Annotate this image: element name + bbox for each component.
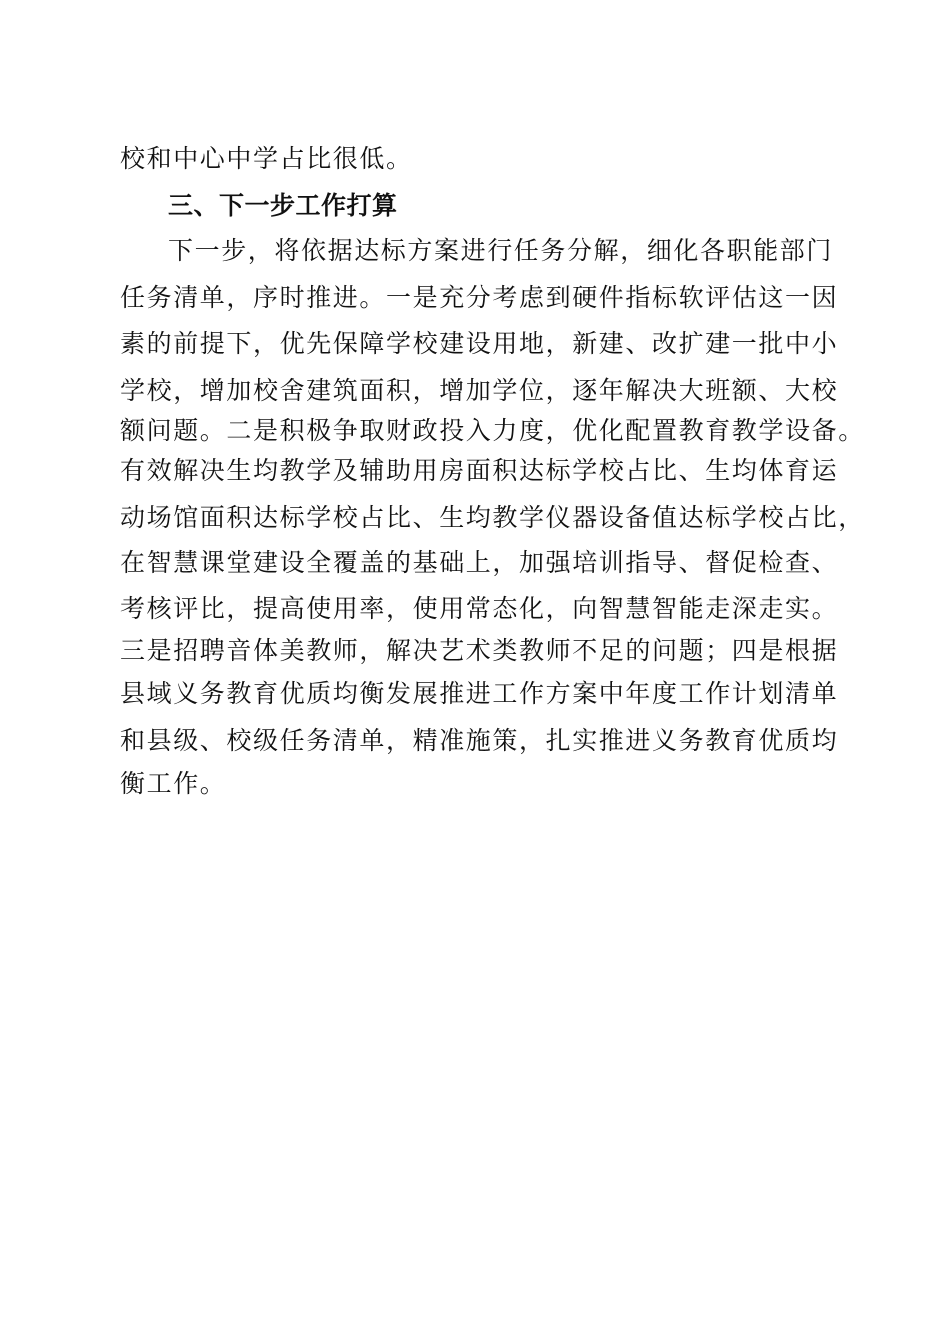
text-line-11: 考核评比，提高使用率，使用常态化，向智慧智能走深走实。	[120, 594, 839, 623]
text-line-10: 在智慧课堂建设全覆盖的基础上，加强培训指导、督促检查、	[120, 548, 839, 577]
text-line-9: 动场馆面积达标学校占比、生均教学仪器设备值达标学校占比，	[120, 503, 865, 532]
text-line-14: 和县级、校级任务清单，精准施策，扎实推进义务教育优质均	[120, 726, 839, 755]
section-heading: 三、下一步工作打算	[168, 191, 398, 220]
text-line-6: 学校，增加校舍建筑面积，增加学位，逐年解决大班额、大校	[120, 376, 839, 405]
text-line-5: 素的前提下，优先保障学校建设用地，新建、改扩建一批中小	[120, 329, 839, 358]
text-line-8: 有效解决生均教学及辅助用房面积达标学校占比、生均体育运	[120, 456, 839, 485]
text-line-15: 衡工作。	[120, 769, 227, 798]
text-line-13: 县域义务教育优质均衡发展推进工作方案中年度工作计划清单	[120, 679, 839, 708]
text-line-1: 校和中心中学占比很低。	[120, 144, 413, 173]
text-line-7: 额问题。二是积极争取财政投入力度，优化配置教育教学设备。	[120, 416, 865, 445]
text-line-3: 下一步，将依据达标方案进行任务分解，细化各职能部门	[168, 236, 834, 265]
text-line-4: 任务清单，序时推进。一是充分考虑到硬件指标软评估这一因	[120, 283, 839, 312]
text-line-12: 三是招聘音体美教师，解决艺术类教师不足的问题；四是根据	[120, 636, 839, 665]
